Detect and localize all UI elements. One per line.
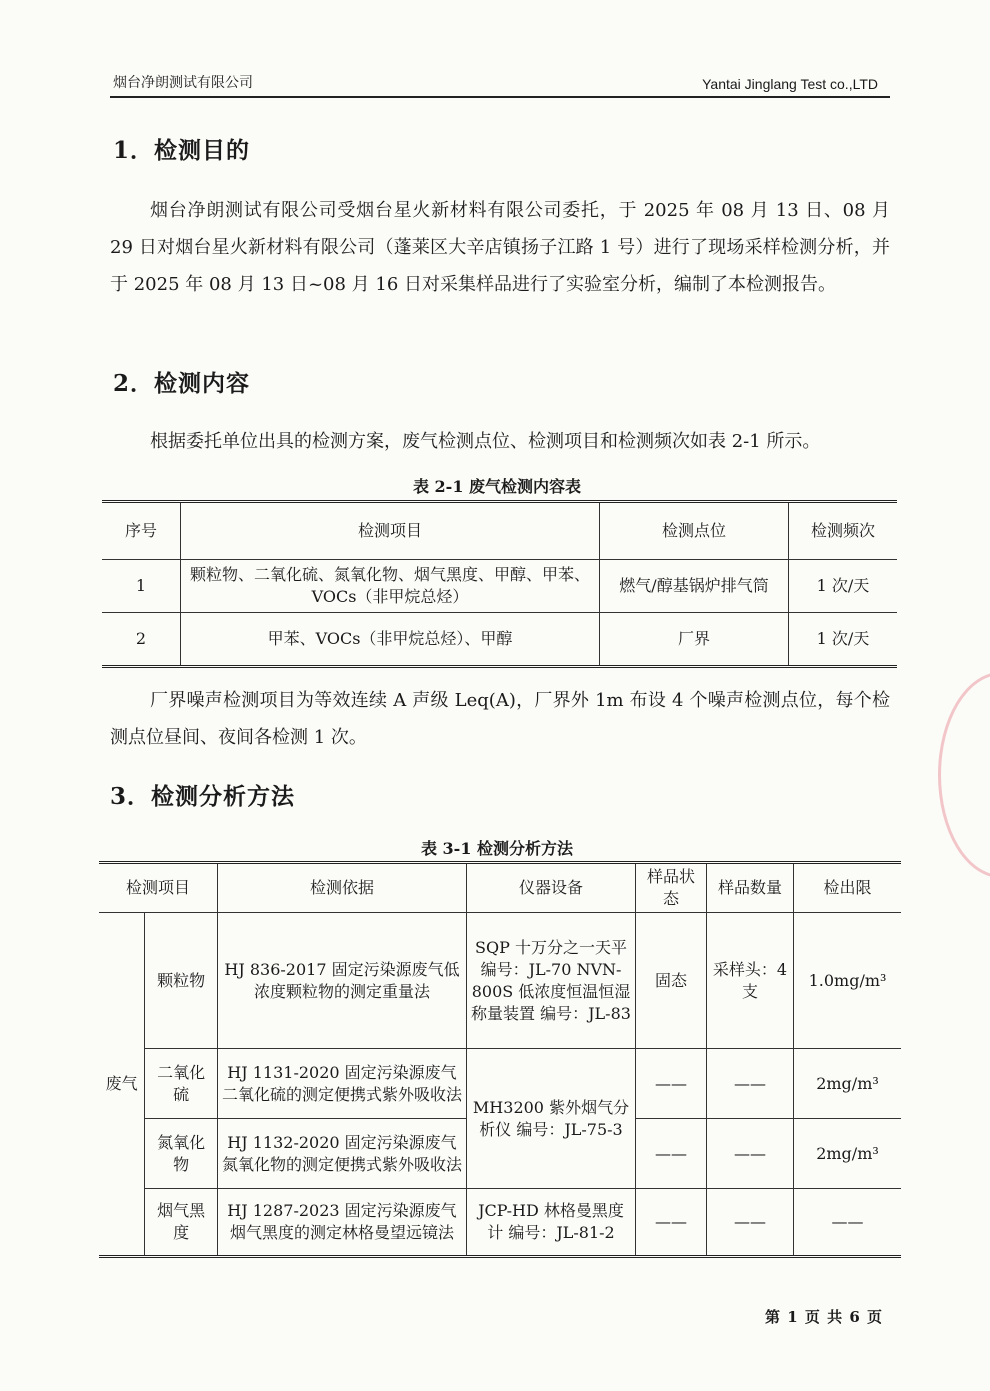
cell: JCP-HD 林格曼黑度计 编号：JL-81-2: [467, 1189, 636, 1257]
header-divider: [110, 96, 890, 98]
cell: ——: [707, 1189, 794, 1257]
seal-stamp-edge: [938, 672, 990, 878]
cell: 采样头：4 支: [707, 913, 794, 1049]
cell: 厂界: [600, 613, 789, 667]
col-header: 检出限: [794, 863, 902, 913]
cell: 颗粒物、二氧化硫、氮氧化物、烟气黑度、甲醇、甲苯、VOCs（非甲烷总烃）: [181, 560, 600, 613]
cell: 烟气黑度: [145, 1189, 218, 1257]
cell: 2mg/m³: [794, 1119, 902, 1189]
cell: 1 次/天: [789, 560, 898, 613]
table-row: [102, 613, 897, 667]
cell: ——: [707, 1119, 794, 1189]
section-2-body: 根据委托单位出具的检测方案，废气检测点位、检测项目和检测频次如表 2-1 所示。: [150, 431, 821, 452]
table-3-1-caption: 表 3-1 检测分析方法: [420, 839, 574, 858]
page-number: 第 1 页 共 6 页: [765, 1308, 883, 1326]
table-row: [99, 1049, 901, 1119]
table-3-1: [99, 861, 901, 1258]
cell: SQP 十万分之一天平 编号：JL-70 NVN-800S 低浓度恒温恒湿称量装置 编号：JL-83: [467, 913, 636, 1049]
cell: 1: [102, 560, 181, 613]
table-2-1: [102, 500, 897, 668]
cell: 氮氧化物: [145, 1119, 218, 1189]
cell: ——: [636, 1119, 707, 1189]
section-2-title: 2．检测内容: [113, 370, 251, 397]
col-header: 序号: [102, 502, 181, 560]
section-1-body: 烟台净朗测试有限公司受烟台星火新材料有限公司委托，于 2025 年 08 月 13 日、08 月 29 日对烟台星火新材料有限公司（蓬莱区大辛店镇扬子江路 1 号）进行了现场采样检测分析，并于 2025 年 08 月 13 日~08 月 16 日对采集样品进行了实验室分析，编制了本检测报告。: [110, 200, 890, 295]
col-header: 检测项目: [99, 863, 218, 913]
table-header-row: [99, 863, 901, 913]
cell: ——: [707, 1049, 794, 1119]
header-company-en: Yantai Jinglang Test co.,LTD: [702, 76, 878, 92]
col-header: 检测点位: [600, 502, 789, 560]
group-cell: 废气: [99, 913, 145, 1257]
col-header: 样品状态: [636, 863, 707, 913]
cell: 甲苯、VOCs（非甲烷总烃）、甲醇: [181, 613, 600, 667]
col-header: 仪器设备: [467, 863, 636, 913]
cell: 颗粒物: [145, 913, 218, 1049]
cell: HJ 1131-2020 固定污染源废气二氧化硫的测定便携式紫外吸收法: [218, 1049, 467, 1119]
cell: ——: [794, 1189, 902, 1257]
cell: HJ 1287-2023 固定污染源废气烟气黑度的测定林格曼望远镜法: [218, 1189, 467, 1257]
cell: 2mg/m³: [794, 1049, 902, 1119]
cell: 1 次/天: [789, 613, 898, 667]
cell: MH3200 紫外烟气分析仪 编号：JL-75-3: [467, 1049, 636, 1189]
cell: HJ 836-2017 固定污染源废气低浓度颗粒物的测定重量法: [218, 913, 467, 1049]
cell: 二氧化硫: [145, 1049, 218, 1119]
col-header: 检测依据: [218, 863, 467, 913]
col-header: 检测频次: [789, 502, 898, 560]
header-company-cn: 烟台净朗测试有限公司: [113, 75, 253, 91]
col-header: 检测项目: [181, 502, 600, 560]
cell: ——: [636, 1189, 707, 1257]
section-1-title: 1．检测目的: [113, 137, 251, 164]
table-row: [102, 560, 897, 613]
cell: ——: [636, 1049, 707, 1119]
cell: 2: [102, 613, 181, 667]
table-row: [99, 913, 901, 1049]
section-3-title: 3．检测分析方法: [110, 783, 296, 810]
noise-paragraph: 厂界噪声检测项目为等效连续 A 声级 Leq(A)，厂界外 1m 布设 4 个噪声检测点位，每个检测点位昼间、夜间各检测 1 次。: [110, 690, 890, 748]
col-header: 样品数量: [707, 863, 794, 913]
table-row: [99, 1189, 901, 1257]
cell: 燃气/醇基锅炉排气筒: [600, 560, 789, 613]
cell: 固态: [636, 913, 707, 1049]
cell: HJ 1132-2020 固定污染源废气氮氧化物的测定便携式紫外吸收法: [218, 1119, 467, 1189]
table-header-row: [102, 502, 897, 560]
table-2-1-caption: 表 2-1 废气检测内容表: [412, 477, 582, 496]
cell: 1.0mg/m³: [794, 913, 902, 1049]
